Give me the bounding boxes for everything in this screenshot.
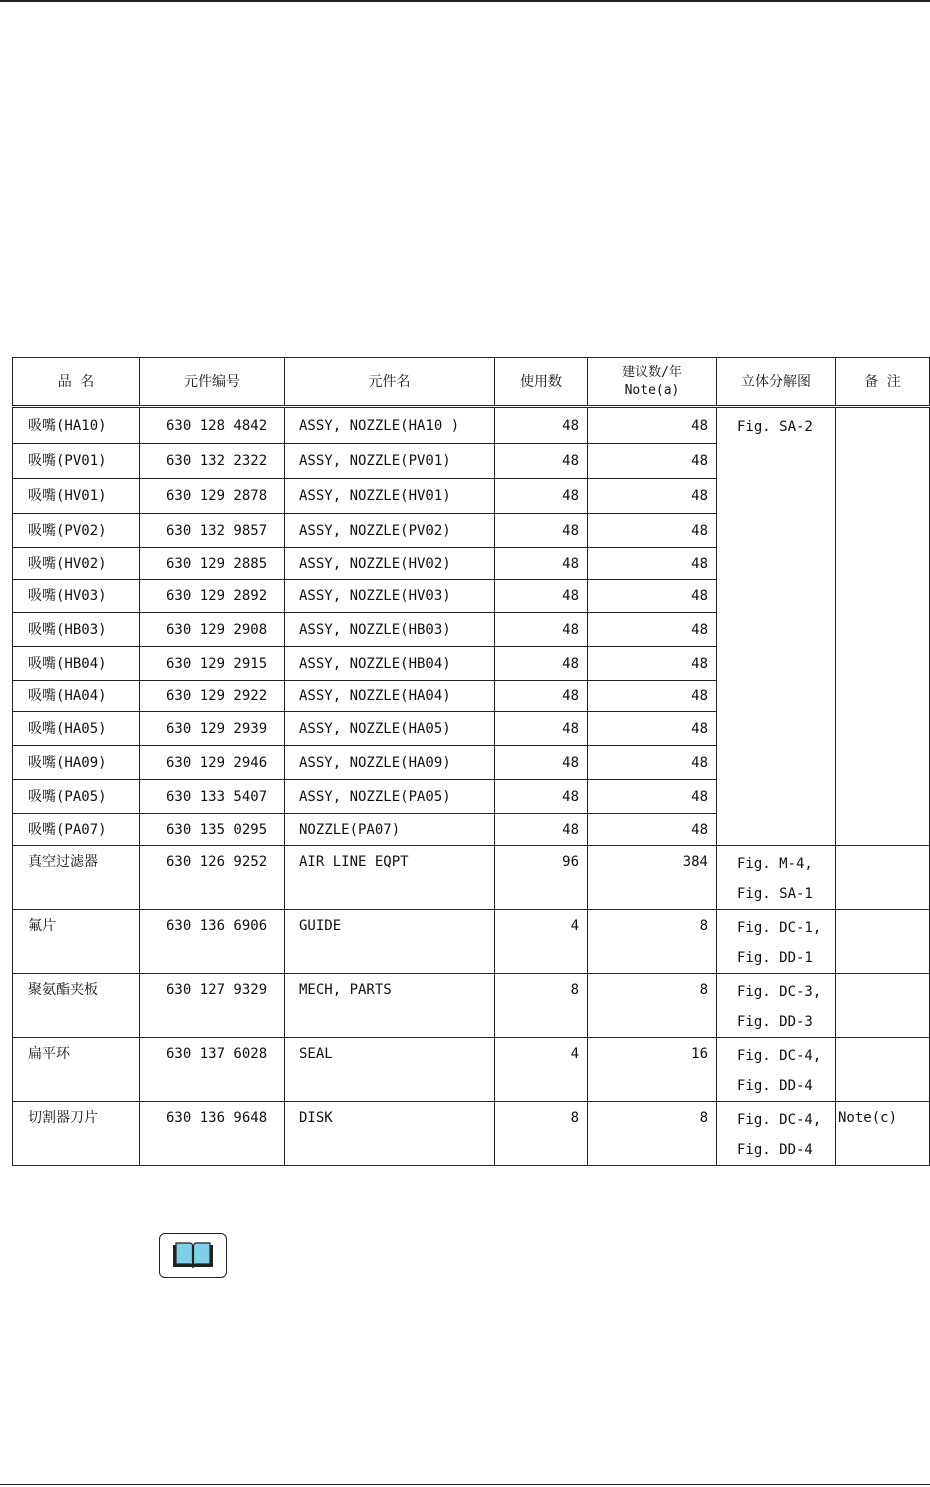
usage-quantity: 48 bbox=[495, 479, 588, 514]
exploded-view-ref bbox=[717, 846, 836, 910]
item-name: 吸嘴(HV01) bbox=[13, 479, 140, 514]
item-name: 吸嘴(HA04) bbox=[13, 681, 140, 712]
header-row bbox=[13, 358, 930, 407]
remarks-cell: Note(c) bbox=[836, 1102, 930, 1166]
usage-quantity: 48 bbox=[495, 712, 588, 746]
figure-line: Fig. DC-3, bbox=[737, 984, 822, 1000]
bottom-rule bbox=[0, 1484, 930, 1485]
open-book-icon bbox=[170, 1240, 216, 1272]
item-name: 吸嘴(PV02) bbox=[13, 514, 140, 548]
recommended-quantity: 8 bbox=[588, 974, 717, 1038]
item-name: 吸嘴(HA10) bbox=[13, 407, 140, 444]
recommended-quantity: 48 bbox=[588, 746, 717, 780]
part-number: 630 129 2946 bbox=[140, 746, 285, 780]
usage-quantity: 48 bbox=[495, 746, 588, 780]
part-description: DISK bbox=[285, 1102, 495, 1166]
part-description: ASSY, NOZZLE(HA05) bbox=[285, 712, 495, 746]
usage-quantity: 48 bbox=[495, 580, 588, 613]
recommended-quantity: 8 bbox=[588, 1102, 717, 1166]
top-rule bbox=[0, 0, 930, 2]
part-description: ASSY, NOZZLE(HA09) bbox=[285, 746, 495, 780]
usage-quantity: 8 bbox=[495, 974, 588, 1038]
usage-quantity: 4 bbox=[495, 910, 588, 974]
parts-table bbox=[12, 357, 930, 1166]
item-name: 吸嘴(HA05) bbox=[13, 712, 140, 746]
table-row bbox=[13, 846, 930, 910]
part-number: 630 128 4842 bbox=[140, 407, 285, 444]
usage-quantity: 48 bbox=[495, 514, 588, 548]
part-number: 630 132 9857 bbox=[140, 514, 285, 548]
recommended-quantity: 48 bbox=[588, 681, 717, 712]
figure-line: Fig. M-4, bbox=[737, 856, 813, 872]
recommended-quantity: 48 bbox=[588, 407, 717, 444]
table-row bbox=[13, 1102, 930, 1166]
item-name: 吸嘴(HV03) bbox=[13, 580, 140, 613]
usage-quantity: 48 bbox=[495, 780, 588, 814]
recommended-quantity: 48 bbox=[588, 479, 717, 514]
recommended-quantity: 48 bbox=[588, 444, 717, 479]
exploded-view-ref: Fig. SA-2 bbox=[717, 407, 836, 846]
recommended-quantity: 8 bbox=[588, 910, 717, 974]
part-description: ASSY, NOZZLE(HV01) bbox=[285, 479, 495, 514]
part-description: NOZZLE(PA07) bbox=[285, 814, 495, 846]
part-description: ASSY, NOZZLE(HV02) bbox=[285, 548, 495, 580]
part-number: 630 129 2922 bbox=[140, 681, 285, 712]
header-code: 元件编号 bbox=[140, 358, 285, 407]
item-name: 吸嘴(HV02) bbox=[13, 548, 140, 580]
part-description: ASSY, NOZZLE(PV01) bbox=[285, 444, 495, 479]
usage-quantity: 48 bbox=[495, 647, 588, 681]
remarks-cell bbox=[836, 1038, 930, 1102]
remarks-cell bbox=[836, 846, 930, 910]
recommended-quantity: 48 bbox=[588, 548, 717, 580]
part-number: 630 133 5407 bbox=[140, 780, 285, 814]
part-description: ASSY, NOZZLE(PA05) bbox=[285, 780, 495, 814]
item-name: 吸嘴(HB03) bbox=[13, 613, 140, 647]
part-number: 630 129 2915 bbox=[140, 647, 285, 681]
part-description: MECH, PARTS bbox=[285, 974, 495, 1038]
usage-quantity: 48 bbox=[495, 548, 588, 580]
header-desc: 元件名 bbox=[285, 358, 495, 407]
figure-line: Fig. DD-1 bbox=[737, 950, 813, 966]
item-name: 氟片 bbox=[13, 910, 140, 974]
part-number: 630 129 2908 bbox=[140, 613, 285, 647]
table-row bbox=[13, 407, 930, 444]
item-name: 扁平环 bbox=[13, 1038, 140, 1102]
header-rec-label: 建议数/年 bbox=[622, 364, 682, 380]
item-name: 吸嘴(PA05) bbox=[13, 780, 140, 814]
recommended-quantity: 48 bbox=[588, 647, 717, 681]
header-use: 使用数 bbox=[495, 358, 588, 407]
part-number: 630 129 2939 bbox=[140, 712, 285, 746]
part-number: 630 136 9648 bbox=[140, 1102, 285, 1166]
table-row bbox=[13, 1038, 930, 1102]
recommended-quantity: 48 bbox=[588, 514, 717, 548]
header-fig: 立体分解图 bbox=[717, 358, 836, 407]
part-number: 630 129 2878 bbox=[140, 479, 285, 514]
item-name: 吸嘴(HA09) bbox=[13, 746, 140, 780]
remarks-cell bbox=[836, 974, 930, 1038]
recommended-quantity: 48 bbox=[588, 580, 717, 613]
header-note: 备 注 bbox=[836, 358, 930, 407]
usage-quantity: 48 bbox=[495, 407, 588, 444]
recommended-quantity: 16 bbox=[588, 1038, 717, 1102]
usage-quantity: 48 bbox=[495, 814, 588, 846]
part-description: SEAL bbox=[285, 1038, 495, 1102]
table-row bbox=[13, 974, 930, 1038]
recommended-quantity: 48 bbox=[588, 613, 717, 647]
part-description: ASSY, NOZZLE(HB04) bbox=[285, 647, 495, 681]
remarks-cell bbox=[836, 407, 930, 846]
exploded-view-ref bbox=[717, 974, 836, 1038]
part-number: 630 136 6906 bbox=[140, 910, 285, 974]
part-number: 630 135 0295 bbox=[140, 814, 285, 846]
usage-quantity: 48 bbox=[495, 444, 588, 479]
part-number: 630 129 2892 bbox=[140, 580, 285, 613]
part-description: ASSY, NOZZLE(PV02) bbox=[285, 514, 495, 548]
part-description: ASSY, NOZZLE(HA04) bbox=[285, 681, 495, 712]
header-name: 品 名 bbox=[13, 358, 140, 407]
usage-quantity: 48 bbox=[495, 613, 588, 647]
item-name: 吸嘴(PA07) bbox=[13, 814, 140, 846]
item-name: 切割器刀片 bbox=[13, 1102, 140, 1166]
usage-quantity: 48 bbox=[495, 681, 588, 712]
figure-line: Fig. DD-4 bbox=[737, 1142, 813, 1158]
table-row bbox=[13, 910, 930, 974]
part-number: 630 132 2322 bbox=[140, 444, 285, 479]
part-description: AIR LINE EQPT bbox=[285, 846, 495, 910]
figure-line: Fig. DC-1, bbox=[737, 920, 822, 936]
manual-reference-box bbox=[159, 1233, 227, 1278]
header-rec bbox=[588, 358, 717, 407]
figure-line: Fig. DD-4 bbox=[737, 1078, 813, 1094]
figure-line: Fig. SA-1 bbox=[737, 886, 813, 902]
part-description: GUIDE bbox=[285, 910, 495, 974]
usage-quantity: 96 bbox=[495, 846, 588, 910]
recommended-quantity: 48 bbox=[588, 780, 717, 814]
part-number: 630 127 9329 bbox=[140, 974, 285, 1038]
part-number: 630 129 2885 bbox=[140, 548, 285, 580]
part-number: 630 137 6028 bbox=[140, 1038, 285, 1102]
item-name: 聚氨酯夹板 bbox=[13, 974, 140, 1038]
exploded-view-ref bbox=[717, 910, 836, 974]
recommended-quantity: 48 bbox=[588, 814, 717, 846]
header-rec-note: Note(a) bbox=[624, 382, 680, 398]
exploded-view-ref bbox=[717, 1038, 836, 1102]
item-name: 吸嘴(HB04) bbox=[13, 647, 140, 681]
remarks-cell bbox=[836, 910, 930, 974]
item-name: 真空过滤器 bbox=[13, 846, 140, 910]
figure-line: Fig. DD-3 bbox=[737, 1014, 813, 1030]
recommended-quantity: 384 bbox=[588, 846, 717, 910]
part-description: ASSY, NOZZLE(HA10 ) bbox=[285, 407, 495, 444]
part-description: ASSY, NOZZLE(HB03) bbox=[285, 613, 495, 647]
table-body bbox=[13, 407, 930, 1166]
part-description: ASSY, NOZZLE(HV03) bbox=[285, 580, 495, 613]
part-number: 630 126 9252 bbox=[140, 846, 285, 910]
figure-line: Fig. DC-4, bbox=[737, 1048, 822, 1064]
item-name: 吸嘴(PV01) bbox=[13, 444, 140, 479]
usage-quantity: 4 bbox=[495, 1038, 588, 1102]
exploded-view-ref bbox=[717, 1102, 836, 1166]
recommended-quantity: 48 bbox=[588, 712, 717, 746]
figure-line: Fig. DC-4, bbox=[737, 1112, 822, 1128]
usage-quantity: 8 bbox=[495, 1102, 588, 1166]
